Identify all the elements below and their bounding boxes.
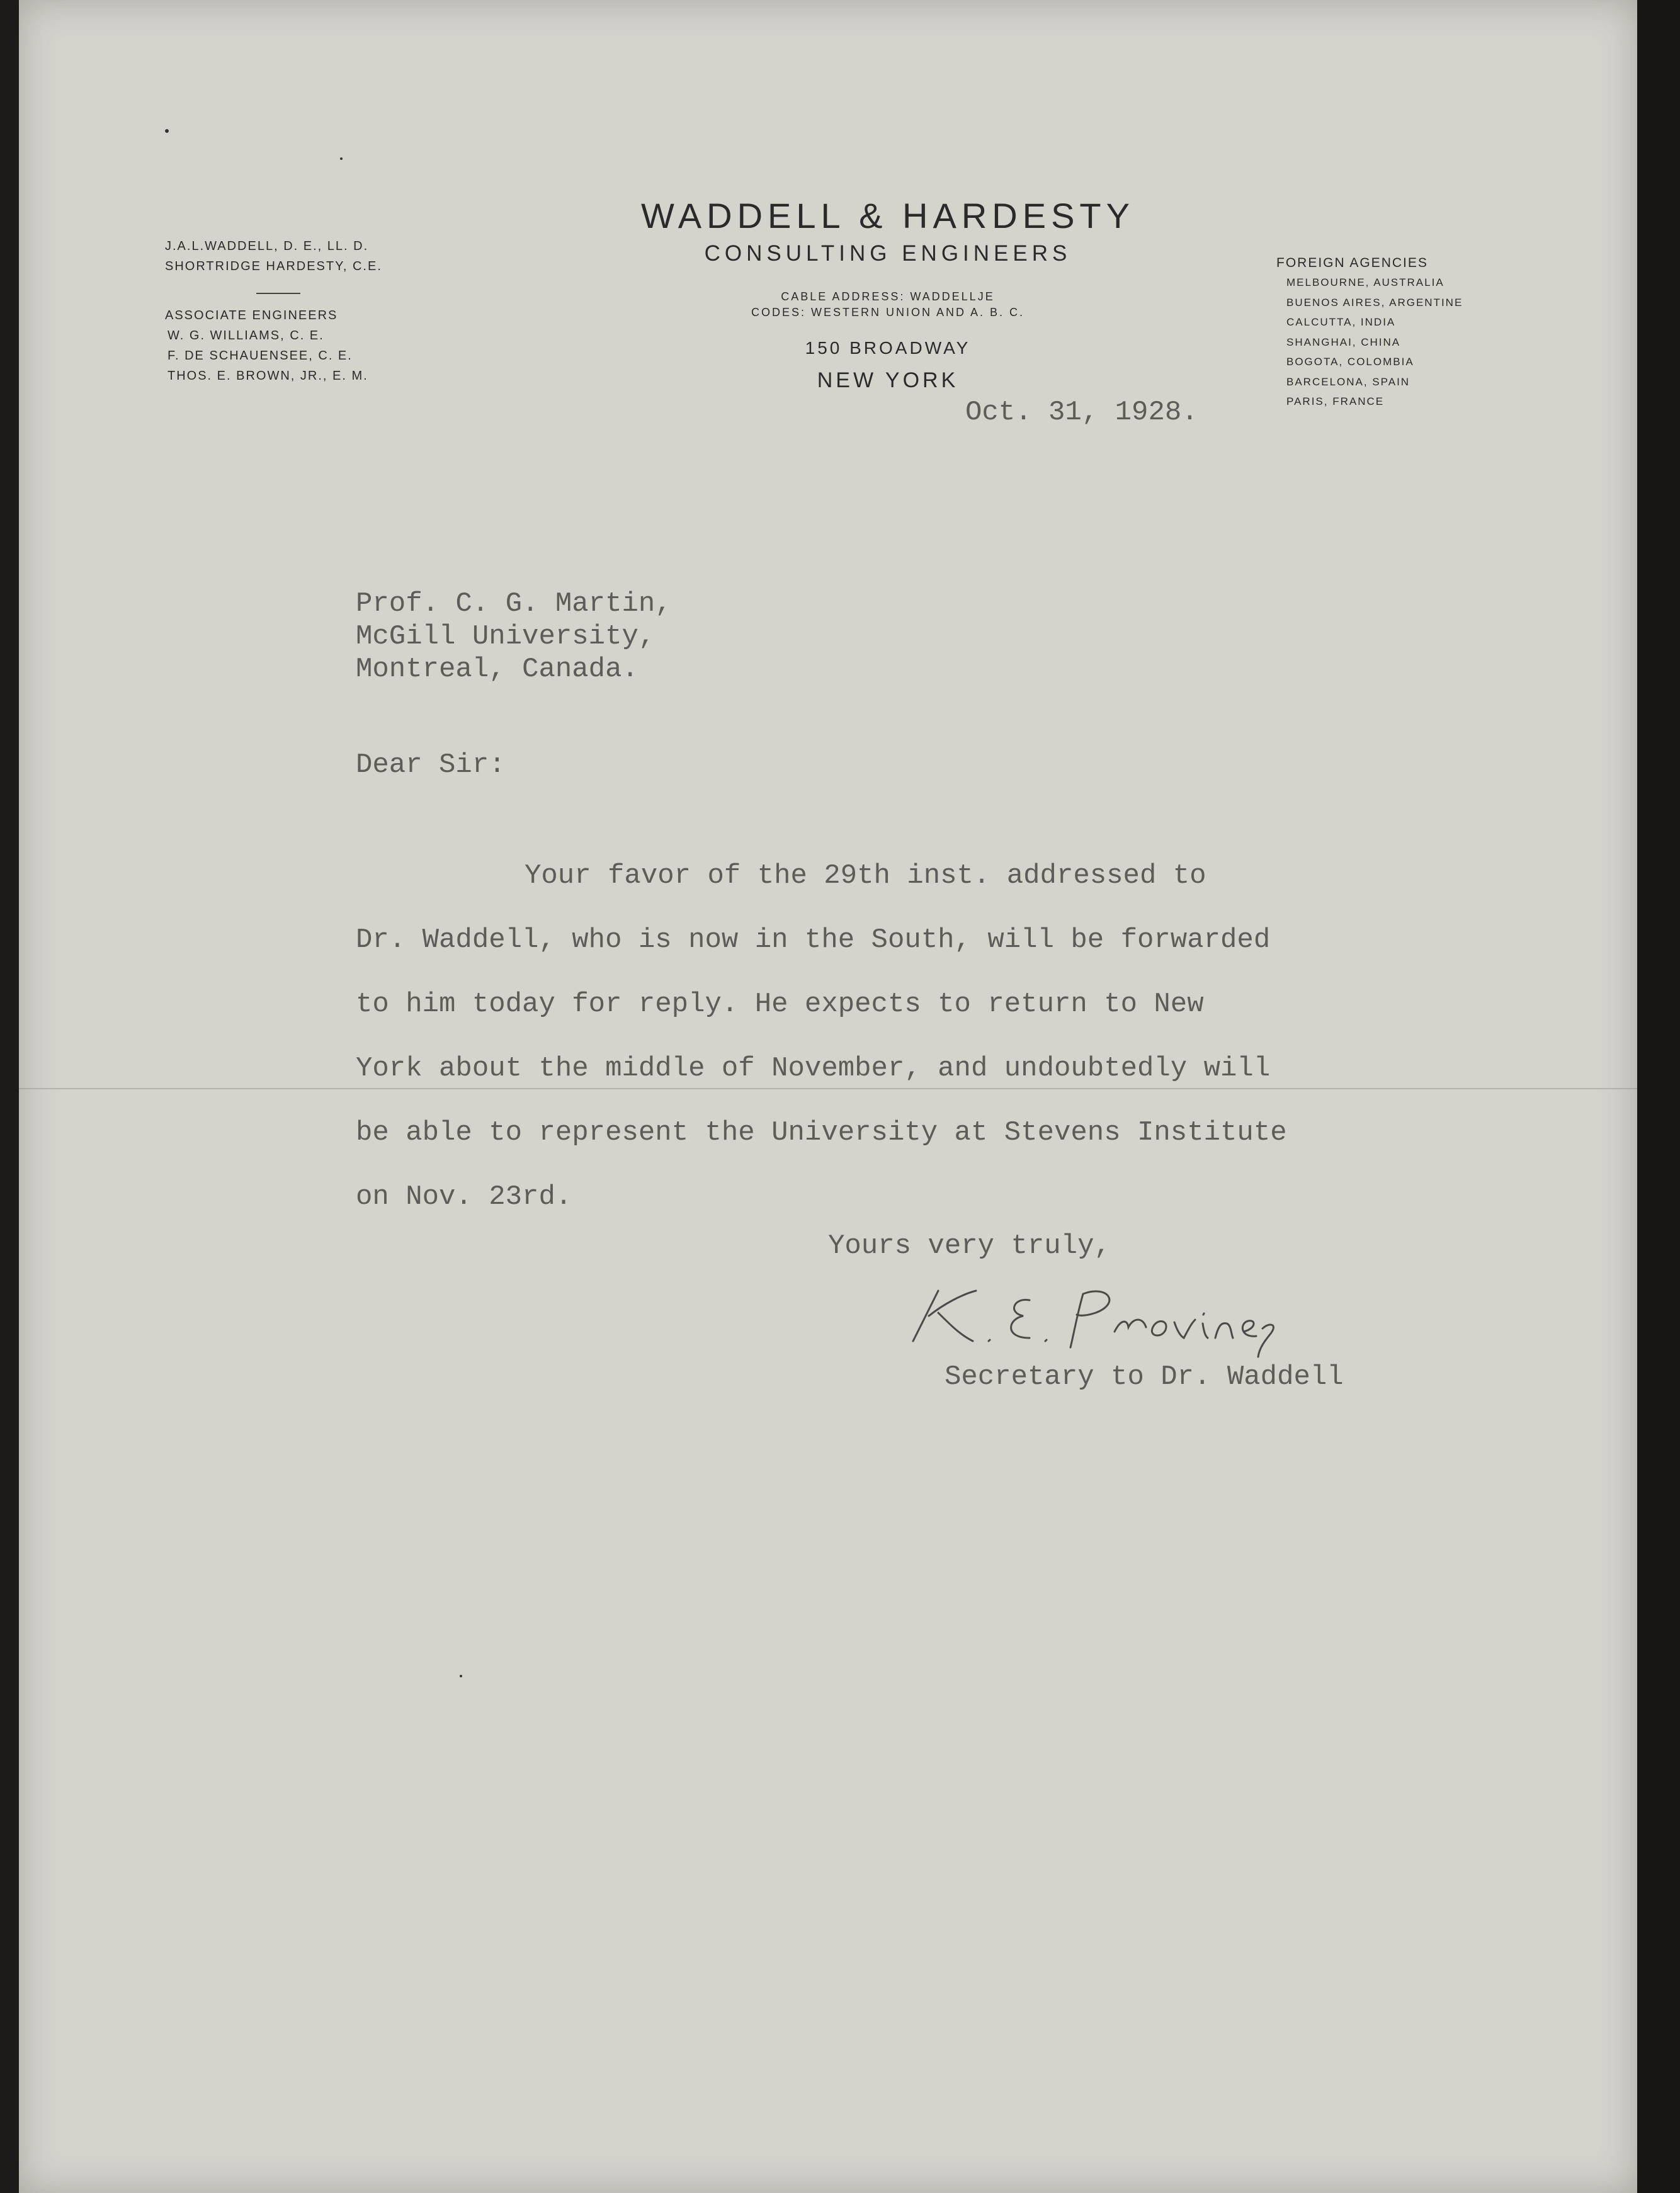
body-line: to him today for reply. He expects to return to New xyxy=(356,989,1204,1020)
body-line: on Nov. 23rd. xyxy=(356,1181,572,1213)
body-line: Your favor of the 29th inst. addressed to xyxy=(525,860,1206,892)
letter-body xyxy=(356,844,1287,1229)
divider xyxy=(256,293,300,294)
agency: CALCUTTA, INDIA xyxy=(1286,316,1396,328)
firm-subtitle: CONSULTING ENGINEERS xyxy=(704,241,1072,266)
city: NEW YORK xyxy=(817,368,959,392)
agency: BOGOTA, COLOMBIA xyxy=(1286,356,1414,368)
agency: BARCELONA, SPAIN xyxy=(1286,375,1410,388)
recipient-line: McGill University, xyxy=(356,621,656,652)
letterhead-partners xyxy=(165,236,382,386)
agency: PARIS, FRANCE xyxy=(1286,395,1385,407)
show-through-left xyxy=(164,1121,198,1230)
paper-speck xyxy=(460,1675,462,1677)
letterhead-firm xyxy=(573,195,1203,393)
partner-name: J.A.L.WADDELL, D. E., LL. D. xyxy=(165,239,369,253)
paper-speck xyxy=(165,129,169,133)
partner-name: SHORTRIDGE HARDESTY, C.E. xyxy=(165,259,382,273)
agency: MELBOURNE, AUSTRALIA xyxy=(1286,276,1444,288)
recipient-block xyxy=(356,587,672,686)
scan-border xyxy=(1637,0,1680,2193)
signer-title: Secretary to Dr. Waddell xyxy=(945,1361,1344,1393)
body-line: Dr. Waddell, who is now in the South, will be forwarded xyxy=(356,924,1271,956)
street-address: 150 BROADWAY xyxy=(805,338,971,358)
letterhead-agencies xyxy=(1276,254,1463,412)
paper-speck xyxy=(340,157,343,160)
salutation: Dear Sir: xyxy=(356,749,506,781)
agency: BUENOS AIRES, ARGENTINE xyxy=(1286,296,1463,309)
recipient-line: Montreal, Canada. xyxy=(356,654,639,685)
associate-name: THOS. E. BROWN, JR., E. M. xyxy=(167,369,368,383)
agencies-title: FOREIGN AGENCIES xyxy=(1276,256,1428,270)
letter-date: Oct. 31, 1928. xyxy=(965,397,1198,428)
handwritten-signature xyxy=(894,1278,1410,1360)
cable-address: CABLE ADDRESS: WADDELLJE xyxy=(781,290,995,303)
associate-name: F. DE SCHAUENSEE, C. E. xyxy=(167,349,353,363)
associates-title: ASSOCIATE ENGINEERS xyxy=(165,309,338,322)
associate-name: W. G. WILLIAMS, C. E. xyxy=(167,329,324,343)
agency: SHANGHAI, CHINA xyxy=(1286,336,1401,348)
letter-sheet xyxy=(19,0,1637,2193)
telegraph-codes: CODES: WESTERN UNION AND A. B. C. xyxy=(751,306,1025,319)
firm-name: WADDELL & HARDESTY xyxy=(641,196,1135,235)
complimentary-close: Yours very truly, xyxy=(828,1230,1111,1262)
recipient-line: Prof. C. G. Martin, xyxy=(356,588,672,620)
body-line: be able to represent the University at Stevens Institute xyxy=(356,1117,1287,1148)
body-line: York about the middle of November, and undoubtedly will xyxy=(356,1053,1271,1084)
